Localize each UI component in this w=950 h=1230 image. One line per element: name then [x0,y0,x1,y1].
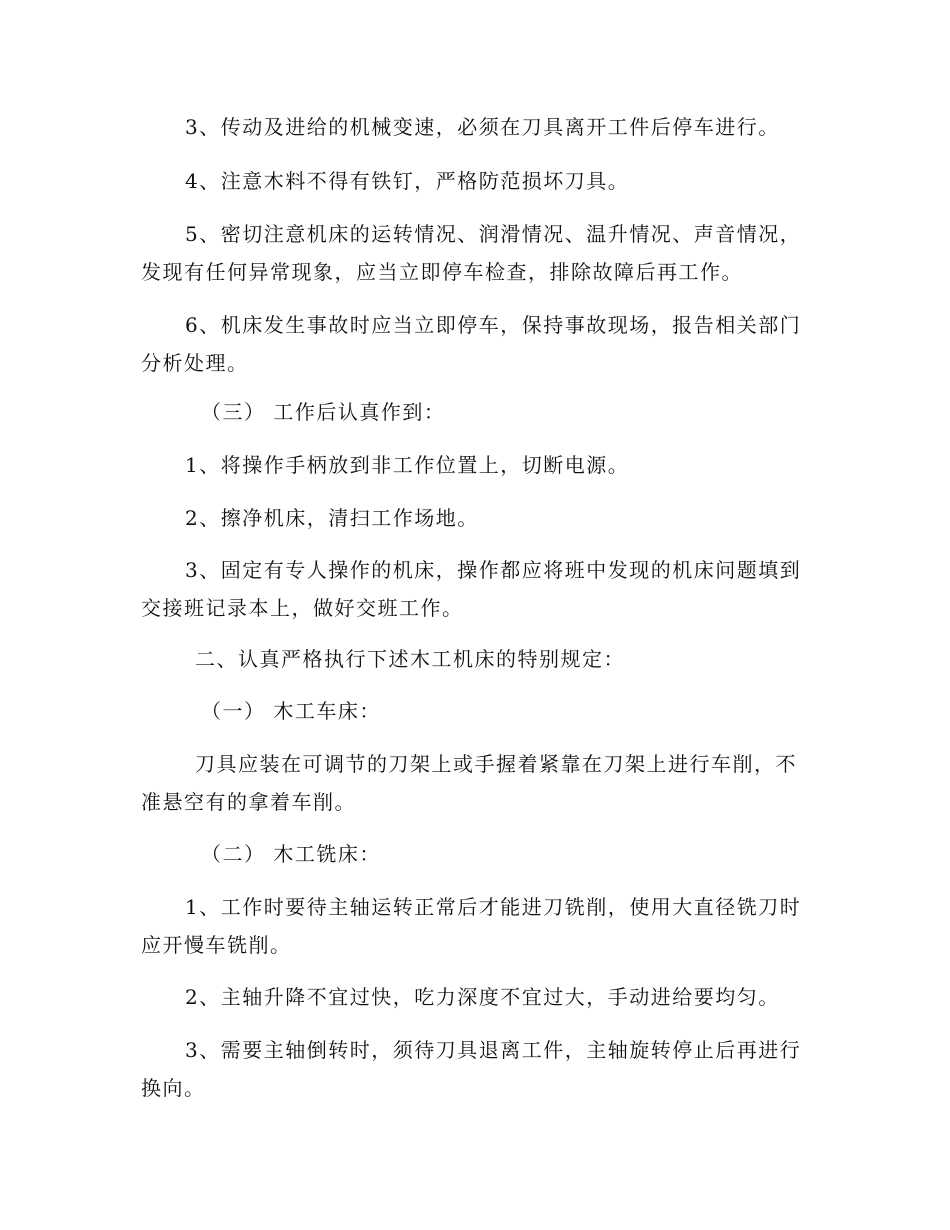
text-line: 刀具应装在可调节的刀架上或手握着紧靠在刀架上进行车削，不 [195,752,797,776]
text-line: 4、注意木料不得有铁钉，严格防范损坏刀具。 [185,169,630,193]
section-heading-special-rules [141,640,805,678]
text-line: 二、认真严格执行下述木工机床的特别规定： [195,647,625,671]
text-line: 6、机床发生事故时应当立即停车，保持事故现场，报告相关部门 [185,313,802,337]
text-line: 5、密切注意机床的运转情况、润滑情况、温升情况、声音情况， [185,222,802,246]
paragraph-lathe-tool [141,745,805,821]
paragraph-accident [141,306,805,382]
paragraph-spindle-reverse [141,1031,805,1107]
text-line: 3、传动及进给的机械变速，必须在刀具离开工件后停车进行。 [185,115,780,139]
text-line: 发现有任何异常现象，应当立即停车检查，排除故障后再工作。 [141,260,743,284]
text-line: 应开慢车铣削。 [141,933,292,957]
section-heading-milling [141,835,805,873]
text-line: 准悬空有的拿着车削。 [141,790,356,814]
text-line: （三） 工作后认真作到： [201,400,446,424]
text-line: 2、主轴升降不宜过快，吃力深度不宜过大，手动进给要均匀。 [185,985,780,1009]
text-line: 分析处理。 [141,351,249,375]
text-line: 1、工作时要待主轴运转正常后才能进刀铣削，使用大直径铣刀时 [185,895,802,919]
paragraph-nails [141,162,805,200]
paragraph-monitor-machine [141,215,805,291]
paragraph-gear-change [141,108,805,146]
paragraph-power-off [141,446,805,484]
text-line: 换向。 [141,1076,206,1100]
text-line: （一） 木工车床： [201,699,381,723]
text-line: 3、需要主轴倒转时，须待刀具退离工件，主轴旋转停止后再进行 [185,1038,802,1062]
text-line: 3、固定有专人操作的机床，操作都应将班中发现的机床问题填到 [185,558,802,582]
paragraph-spindle-start [141,888,805,964]
text-line: （二） 木工铣床： [201,842,381,866]
paragraph-handover [141,551,805,627]
section-heading-lathe [141,692,805,730]
text-line: 1、将操作手柄放到非工作位置上，切断电源。 [185,453,630,477]
paragraph-clean [141,499,805,537]
paragraph-spindle-feed [141,978,805,1016]
text-line: 交接班记录本上，做好交班工作。 [141,596,464,620]
text-line: 2、擦净机床，清扫工作场地。 [185,506,479,530]
section-heading-after-work [141,393,805,431]
